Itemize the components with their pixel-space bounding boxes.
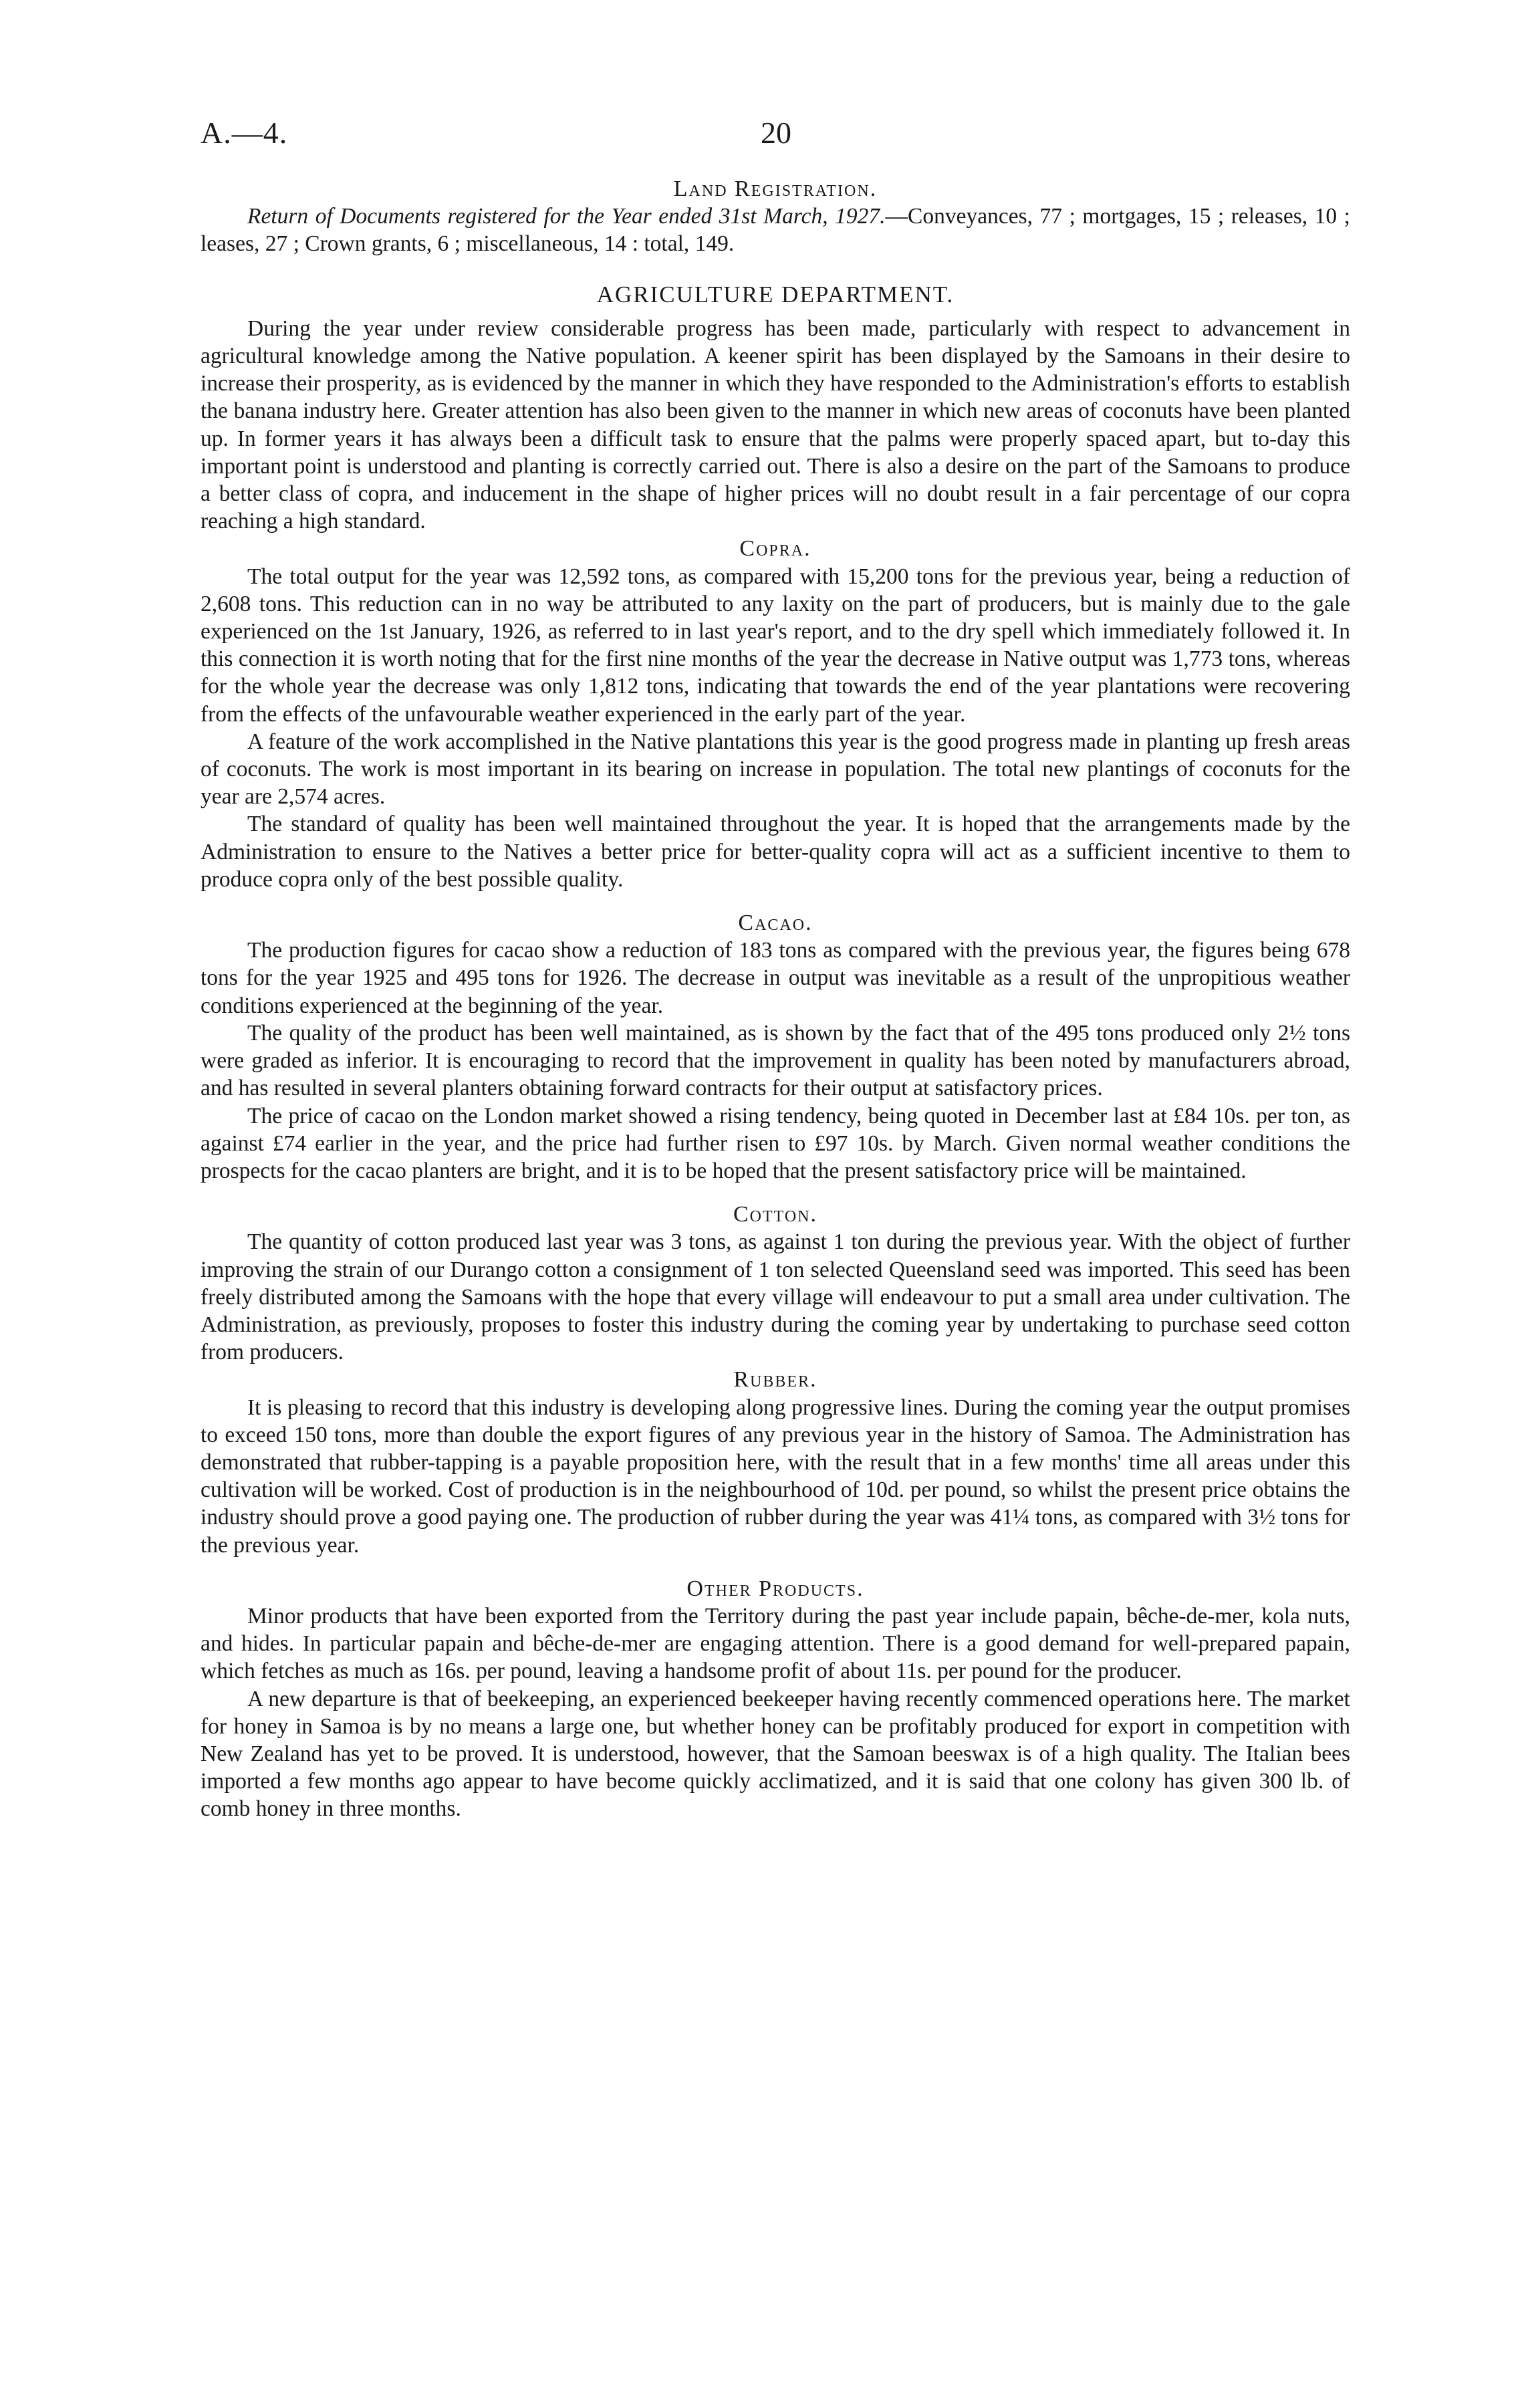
section-heading-other-products: Other Products. [686,1576,864,1601]
cacao-paragraph-2: The quality of the product has been well maintained, as is shown by the fact that of the 495 tons produced only 2½ tons were graded as inferior. It is encouraging to record that the improvement in quality has been noted by manufacturers abroad, and has resulted in several planters obtaining forward contracts for their output at satisfactory prices. [201,1020,1350,1101]
agriculture-paragraph-1: During the year under review considerable progress has been made, particularly with respect to advancement in agricultural knowledge among the Native population. A keener spirit has been displayed by the Samoans in their desire to increase their prosperity, as is evidenced by the manner in which they have responded to the Administration's efforts to establish the banana industry here. Greater attention has also been given to the manner in which new areas of coconuts have been planted up. In former years it has always been a difficult task to ensure that the palms were properly spaced apart, but to-day this important point is understood and planting is correctly carried out. There is also a desire on the part of the Samoans to produce a better class of copra, and inducement in the shape of higher prices will no doubt result in a fair percentage of our copra reaching a high standard. [201,316,1350,534]
section-heading-land-registration: Land Registration. [673,176,878,201]
other-products-paragraph-1: Minor products that have been exported from the Territory during the past year include papain, bêche-de-mer, kola nuts, and hides. In particular papain and bêche-de-mer are engaging attention. There is a good demand for well-prepared papain, which fetches as much as 16s. per pound, leaving a handsome profit of about 11s. per pound for the producer. [201,1603,1350,1684]
cacao-paragraph-3: The price of cacao on the London market showed a rising tendency, being quoted in December last at £84 10s. per ton, as against £74 earlier in the year, and the price had further risen to £97 10s. by March. Given normal weather conditions the prospects for the cacao planters are bright, and it is to be hoped that the present satisfactory price will be maintained. [201,1103,1350,1183]
copra-paragraph-1: The total output for the year was 12,592 tons, as compared with 15,200 tons for the previous year, being a reduction of 2,608 tons. This reduction can in no way be attributed to any laxity on the part of producers, but is mainly due to the gale experienced on the 1st January, 1926, as referred to in last year's report, and to the dry spell which immediately followed it. In this connection it is worth noting that for the first nine months of the year the decrease in Native output was 1,773 tons, whereas for the whole year the decrease was only 1,812 tons, indicating that towards the end of the year plantations were recovering from the effects of the unfavourable weather experienced in the early part of the year. [201,564,1350,727]
section-heading-copra: Copra. [739,536,811,562]
rubber-paragraph-1: It is pleasing to record that this industry is developing along progressive lines. During the coming year the output promises to exceed 150 tons, more than double the export figures of any previous year in the history of Samoa. The Administration has demonstrated that rubber-tapping is a payable proposition here, with the result that in a few months' time all areas under this cultivation will be worked. Cost of production is in the neighbourhood of 10d. per pound, so whilst the present price obtains the industry should prove a good paying one. The production of rubber during the year was 41¼ tons, as compared with 3½ tons for the previous year. [201,1395,1350,1558]
land-registration-intro: Return of Documents registered for the Year ended 31st March, 1927. [247,204,886,229]
cotton-paragraph-1: The quantity of cotton produced last year was 3 tons, as against 1 ton during the previous year. With the object of further improving the strain of our Durango cotton a consignment of 1 ton selected Queensland seed was imported. This seed has been freely distributed among the Samoans with the hope that every village will endeavour to put a small area under cultivation. The Administration, as previously, proposes to foster this industry during the coming year by undertaking to purchase seed cotton from producers. [201,1229,1350,1365]
copra-paragraph-3: The standard of quality has been well maintained throughout the year. It is hoped that the arrangements made by the Administration to ensure to the Natives a better price for better-quality copra will act as a sufficient incentive to them to produce copra only of the best possible quality. [201,812,1350,892]
section-heading-cotton: Cotton. [733,1202,818,1227]
section-heading-rubber: Rubber. [733,1367,817,1393]
land-registration-text: —Conveyances, 77 ; mortgages, 15 ; releases, 10 ; leases, 27 ; Crown grants, 6 ; miscellaneous, 14 : total, 149. [201,204,1350,257]
page-number: 20 [761,116,791,150]
document-reference: A.—4. [201,116,288,150]
document-body [201,175,1350,1823]
other-products-paragraph-2: A new departure is that of beekeeping, an experienced beekeeper having recently commenced operations here. The market for honey in Samoa is by no means a large one, but whether honey can be profitably produced for export in competition with New Zealand has yet to be proved. It is understood, however, that the Samoan beeswax is of a high quality. The Italian bees imported a few months ago appear to have become quickly acclimatized, and it is said that one colony has given 300 lb. of comb honey in three months. [201,1686,1350,1822]
section-heading-cacao: Cacao. [738,911,813,936]
section-heading-agriculture: AGRICULTURE DEPARTMENT. [596,281,955,308]
cacao-paragraph-1: The production figures for cacao show a reduction of 183 tons as compared with the previous year, the figures being 678 tons for the year 1925 and 495 tons for 1926. The decrease in output was inevitable as a result of the unpropitious weather conditions experienced at the beginning of the year. [201,938,1350,1018]
copra-paragraph-2: A feature of the work accomplished in the Native plantations this year is the good progress made in planting up fresh areas of coconuts. The work is most important in its bearing on increase in population. The total new plantings of coconuts for the year are 2,574 acres. [201,729,1350,810]
land-registration-paragraph [201,203,1350,257]
